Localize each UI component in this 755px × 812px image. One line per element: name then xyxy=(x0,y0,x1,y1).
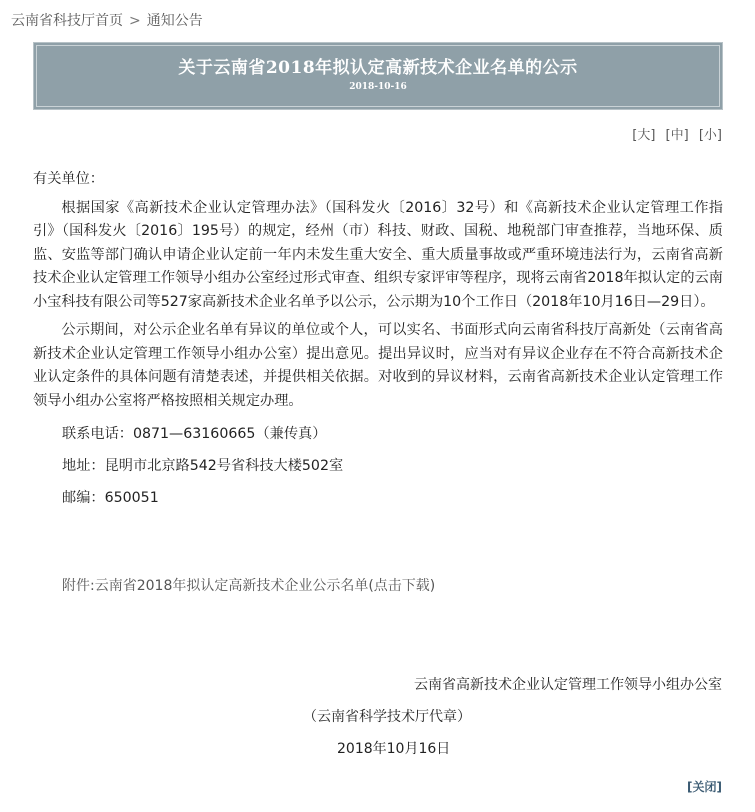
contact-phone: 联系电话：0871—63160665（兼传真） xyxy=(62,426,327,442)
breadcrumb-separator: > xyxy=(129,13,141,29)
signature-date: 2018年10月16日 xyxy=(337,741,451,757)
font-size-medium-button[interactable]: [中] xyxy=(665,128,689,143)
paragraph-2: 公示期间，对公示企业名单有异议的单位或个人，可以实名、书面形式向云南省科技厅高新处（云南省高新技术企业认定管理工作领导小组办公室）提出意见。提出异议时，应当对有异议企业存在不符合高新技术企业认定条件的具体问题有清楚表述，并提供相关依据。对收到的异议材料，云南省高新技术企业认定管理工作领导小组办公室将严格按照相关规定办理。 xyxy=(33,322,723,409)
title-banner xyxy=(33,42,723,110)
attachment-label: 附件: xyxy=(62,578,95,594)
contact-postcode: 邮编：650051 xyxy=(62,490,159,506)
publish-date: 2018-10-16 xyxy=(349,82,407,92)
breadcrumb-current-link[interactable]: 通知公告 xyxy=(146,13,203,29)
paragraph-1: 根据国家《高新技术企业认定管理办法》（国科发火〔2016〕32号）和《高新技术企业认定管理工作指引》（国科发火〔2016〕195号）的规定，经州（市）科技、财政、国税、地税部门审查推荐，当地环保、质监、安监等部门确认申请企业认定前一年内未发生重大安全、重大质量事故或严重环境违法行为，云南省高新技术企业认定管理工作领导小组办公室经过形式审查、组织专家评审等程序，现将云南省2018年拟认定的云南小宝科技有限公司等527家高新技术企业名单予以公示，公示期为10个工作日（2018年10月16日—29日）。 xyxy=(33,199,723,310)
signature-stamp: （云南省科学技术厅代章） xyxy=(303,709,471,725)
font-size-small-button[interactable]: [小] xyxy=(698,128,722,143)
breadcrumb xyxy=(11,9,203,33)
close-button[interactable]: [关闭] xyxy=(687,780,722,794)
page-title: 关于云南省2018年拟认定高新技术企业名单的公示 xyxy=(178,58,578,78)
font-size-switcher xyxy=(626,124,722,143)
breadcrumb-home-link[interactable]: 云南省科技厅首页 xyxy=(11,13,123,29)
salutation: 有关单位： xyxy=(33,171,104,187)
signature-office: 云南省高新技术企业认定管理工作领导小组办公室 xyxy=(414,677,722,693)
article-body xyxy=(33,168,723,514)
font-size-large-button[interactable]: [大] xyxy=(632,128,656,143)
contact-address: 地址：昆明市北京路542号省科技大楼502室 xyxy=(62,458,344,474)
attachment xyxy=(62,575,435,595)
attachment-download-link[interactable]: 云南省2018年拟认定高新技术企业公示名单(点击下载) xyxy=(94,578,436,594)
